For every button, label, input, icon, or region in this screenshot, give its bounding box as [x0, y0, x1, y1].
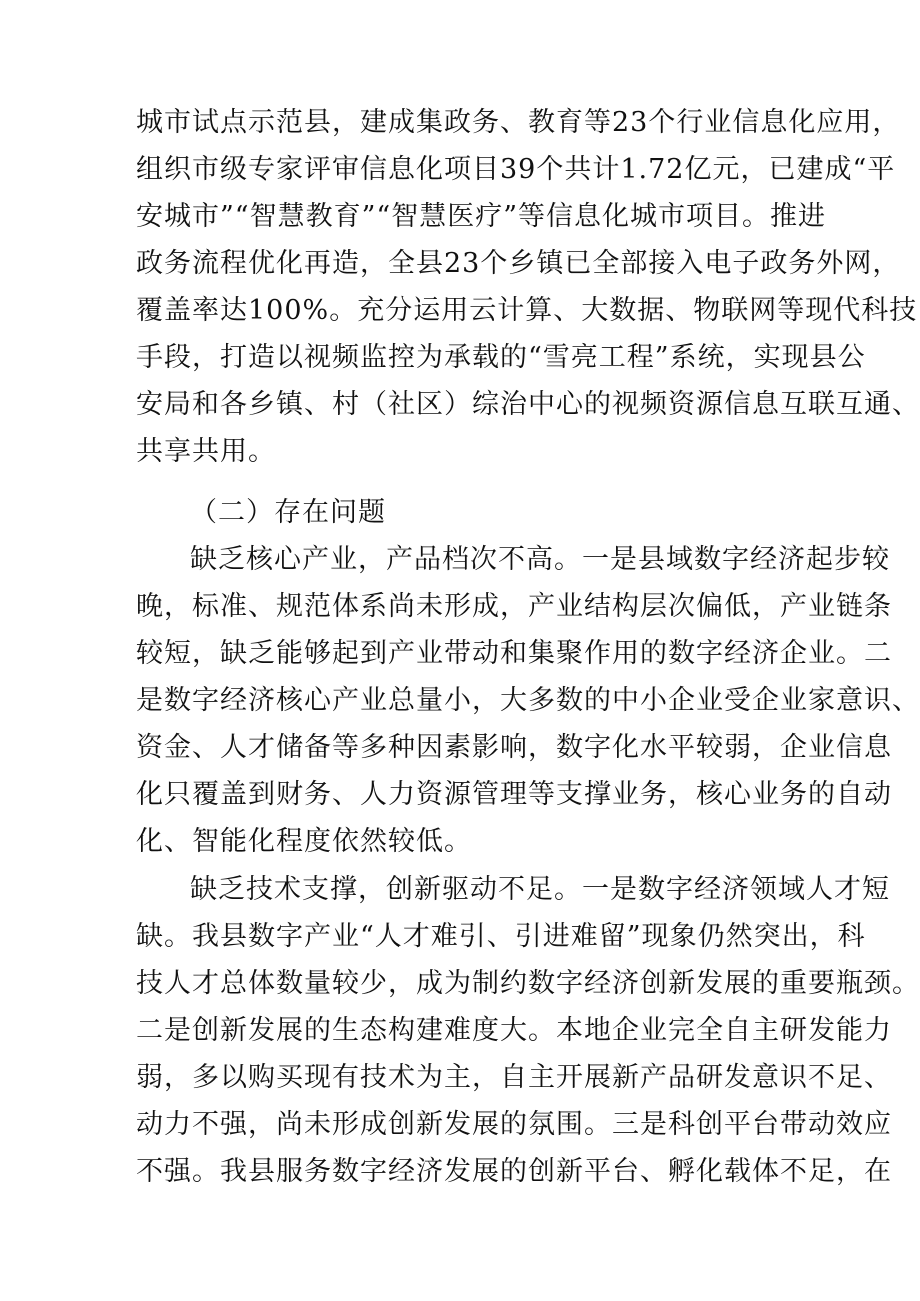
text-line: 动力不强，尚未形成创新发展的氛围。三是科创平台带动效应	[136, 1109, 892, 1140]
text-line: 技人才总体数量较少，成为制约数字经济创新发展的重要瓶颈。	[136, 968, 920, 999]
text-line: 是数字经济核心产业总量小，大多数的中小企业受企业家意识、	[136, 685, 920, 716]
text-line: 不强。我县服务数字经济发展的创新平台、孵化载体不足，在	[136, 1156, 892, 1187]
text-line: 化、智能化程度依然较低。	[136, 826, 472, 857]
text-line: 城市试点示范县，建成集政务、教育等23个行业信息化应用，	[136, 107, 901, 138]
text-line: 安局和各乡镇、村（社区）综治中心的视频资源信息互联互通、	[136, 389, 920, 420]
paragraph-tech-support	[136, 866, 920, 1195]
text-line: 手段，打造以视频监控为承载的“雪亮工程”系统，实现县公	[136, 342, 866, 373]
section-heading: （二）存在问题	[190, 497, 386, 528]
text-line: 二是创新发展的生态构建难度大。本地企业完全自主研发能力	[136, 1015, 892, 1046]
text-line: 化只覆盖到财务、人力资源管理等支撑业务，核心业务的自动	[136, 779, 892, 810]
text-line: 缺乏核心产业，产品档次不高。一是县域数字经济起步较	[190, 544, 890, 575]
section-heading-block	[136, 489, 796, 536]
text-line: 组织市级专家评审信息化项目39个共计1.72亿元，已建成“平	[136, 154, 896, 185]
text-line: 缺乏技术支撑，创新驱动不足。一是数字经济领域人才短	[190, 874, 890, 905]
paragraph-core-industry	[136, 536, 920, 865]
text-line: 政务流程优化再造，全县23个乡镇已全部接入电子政务外网，	[136, 248, 901, 279]
continuation-paragraph	[136, 99, 920, 475]
text-line: 缺。我县数字产业“人才难引、引进难留”现象仍然突出，科	[136, 921, 866, 952]
text-line: 晚，标准、规范体系尚未形成，产业结构层次偏低，产业链条	[136, 591, 892, 622]
text-line: 资金、人才储备等多种因素影响，数字化水平较弱，企业信息	[136, 732, 892, 763]
text-line: 弱，多以购买现有技术为主，自主开展新产品研发意识不足、	[136, 1062, 892, 1093]
text-line: 共享共用。	[136, 436, 276, 467]
text-line: 安城市”“智慧教育”“智慧医疗”等信息化城市项目。推进	[136, 201, 827, 232]
text-line: 覆盖率达100%。充分运用云计算、大数据、物联网等现代科技	[136, 295, 918, 326]
text-line: 较短，缺乏能够起到产业带动和集聚作用的数字经济企业。二	[136, 638, 892, 669]
